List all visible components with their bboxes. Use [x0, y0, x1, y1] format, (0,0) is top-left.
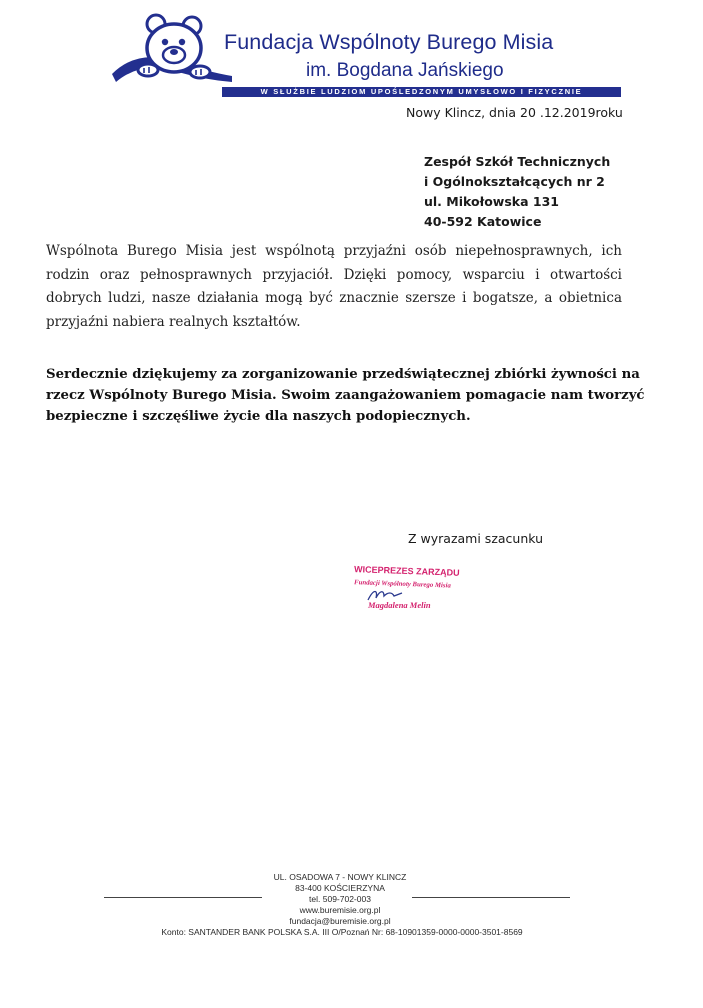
footer-phone: tel. 509-702-003: [309, 894, 371, 904]
signature-stamp: [338, 560, 478, 612]
thanks-line: bezpieczne i szczęśliwe życie dla naszych podopiecznych.: [46, 409, 471, 424]
organization-subtitle: im. Bogdana Jańskiego: [306, 60, 504, 81]
closing-line: Z wyrazami szacunku: [408, 531, 544, 546]
bear-logo-icon: [108, 12, 238, 92]
thanks-line: Serdecznie dziękujemy za zorganizowanie przedświątecznej zbiórki żywności na: [46, 367, 640, 382]
recipient-line: 40-592 Katowice: [424, 214, 542, 229]
footer-postal: 83-400 KOŚCIERZYNA: [295, 883, 385, 893]
stamp-signatory-name: Magdalena Melin: [368, 600, 431, 610]
footer-divider: [412, 897, 570, 898]
footer-website: www.buremisie.org.pl: [299, 905, 381, 915]
thanks-paragraph: [46, 364, 646, 427]
recipient-line: i Ogólnokształcących nr 2: [424, 174, 605, 189]
footer-divider: [104, 897, 262, 898]
organization-name: Fundacja Wspólnoty Burego Misia: [224, 30, 554, 54]
handwritten-signature: [368, 592, 402, 601]
footer-bank-account: Konto: SANTANDER BANK POLSKA S.A. III O/Poznań Nr: 68-10901359-0000-0000-3501-8569: [161, 927, 523, 937]
letterhead: [100, 8, 625, 100]
date-line: Nowy Klincz, dnia 20 .12.2019roku: [406, 105, 623, 120]
footer-address: UL. OSADOWA 7 - NOWY KLINCZ: [273, 872, 407, 882]
stamp-title: WICEPREZES ZARZĄDU: [353, 564, 460, 578]
footer-email: fundacja@buremisie.org.pl: [289, 916, 391, 926]
thanks-line: rzecz Wspólnoty Burego Misia. Swoim zaangażowaniem pomagacie nam tworzyć: [46, 388, 645, 403]
stamp-organization: Fundacji Wspólnoty Burego Misia: [353, 579, 451, 590]
mission-banner: W SŁUŻBIE LUDZIOM UPOŚLEDZONYM UMYSŁOWO I FIZYCZNIE: [222, 87, 621, 97]
recipient-line: ul. Mikołowska 131: [424, 194, 559, 209]
recipient-address: [424, 152, 610, 232]
intro-paragraph: Wspólnota Burego Misia jest wspólnotą przyjaźni osób niepełnosprawnych, ich rodzin oraz pełnosprawnych przyjaciół. Dzięki pomocy, wsparciu i otwartości dobrych ludzi, nasze działania mogą być znacznie szersze i bogatsze, a obietnica przyjaźni nabiera realnych kształtów.: [46, 243, 622, 330]
recipient-line: Zespół Szkół Technicznych: [424, 154, 611, 169]
